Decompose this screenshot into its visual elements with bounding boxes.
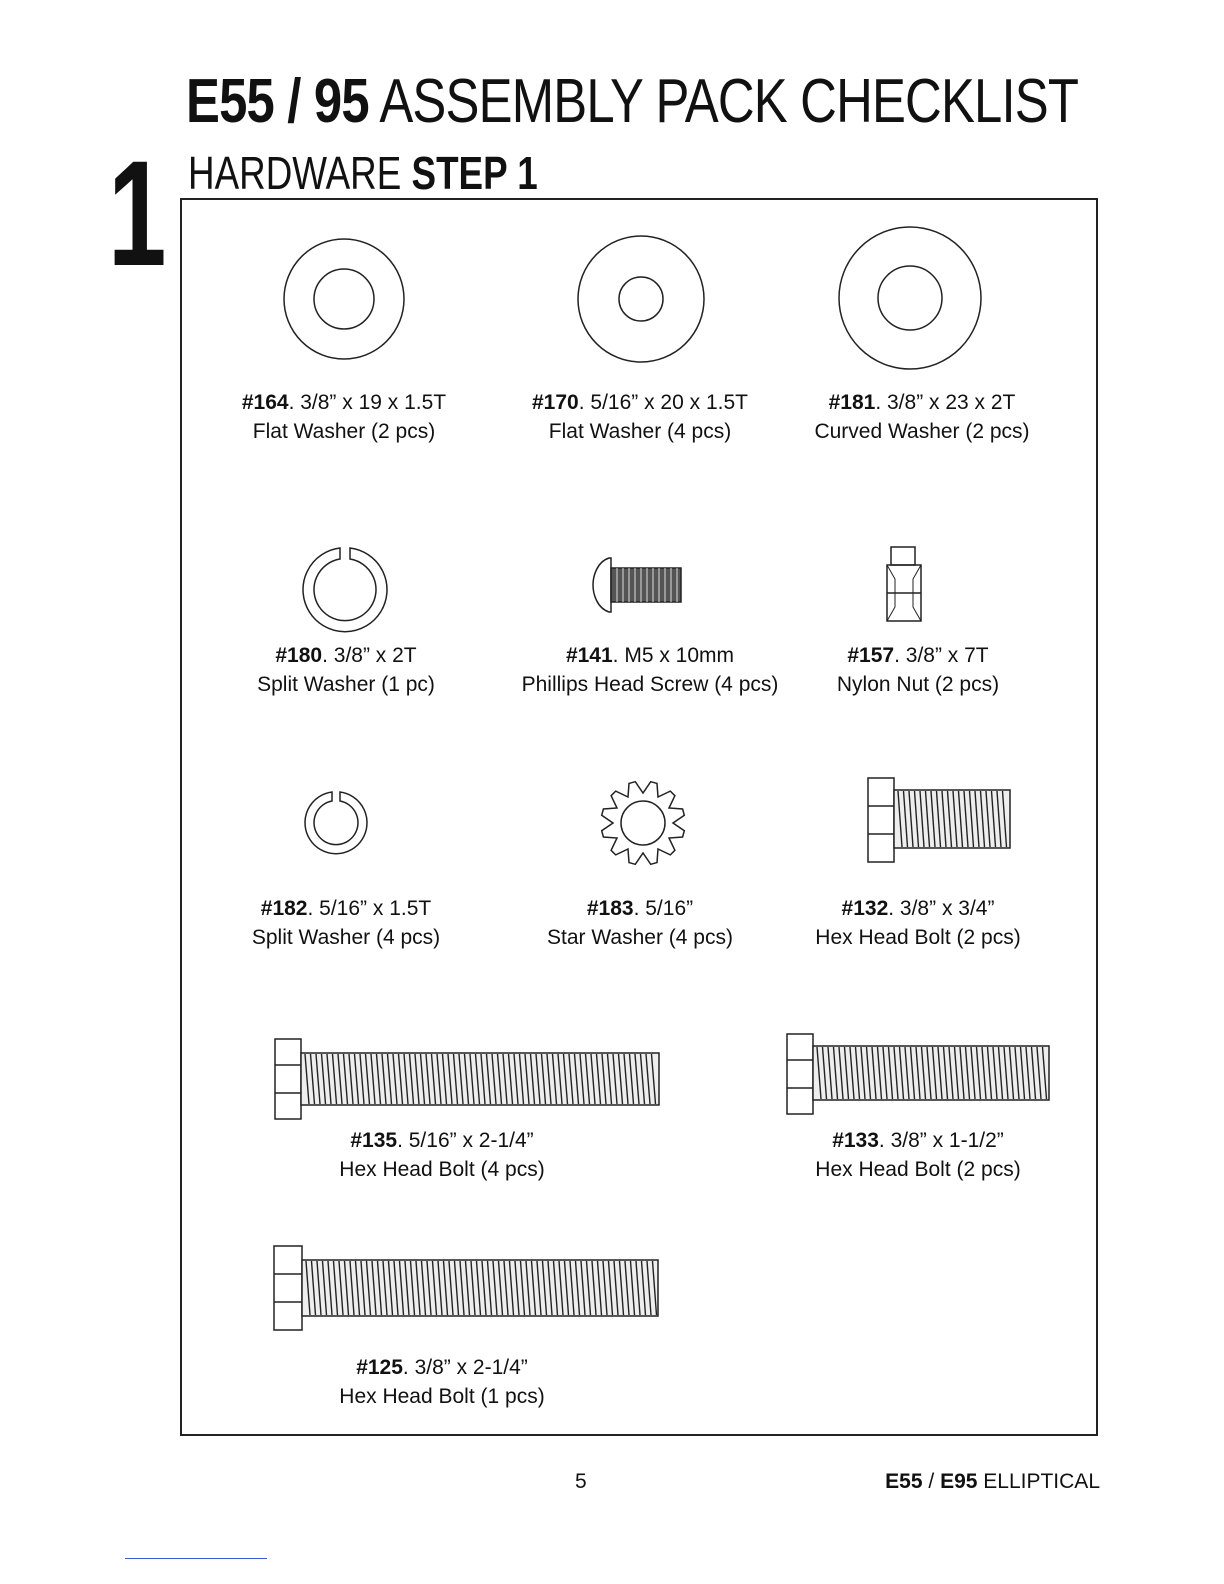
item-caption-141: #141. M5 x 10mm Phillips Head Screw (4 pcs) bbox=[521, 644, 779, 696]
page-number: 5 bbox=[575, 1470, 587, 1493]
star-washer-icon bbox=[598, 778, 688, 868]
hex-bolt-icon bbox=[866, 776, 1014, 864]
page-title: E55 / 95 ASSEMBLY PACK CHECKLIST bbox=[186, 67, 1079, 136]
section-subtitle: HARDWARE STEP 1 bbox=[188, 147, 538, 199]
item-caption-157: #157. 3/8” x 7T Nylon Nut (2 pcs) bbox=[836, 644, 1000, 696]
flat-washer-icon bbox=[577, 235, 705, 363]
hex-bolt-icon bbox=[273, 1037, 663, 1121]
item-caption-133: #133. 3/8” x 1-1/2” Hex Head Bolt (2 pcs) bbox=[815, 1129, 1021, 1181]
item-caption-164: #164. 3/8” x 19 x 1.5T Flat Washer (2 pcs) bbox=[241, 391, 447, 443]
item-caption-132: #132. 3/8” x 3/4” Hex Head Bolt (2 pcs) bbox=[815, 897, 1021, 949]
item-caption-183: #183. 5/16” Star Washer (4 pcs) bbox=[547, 897, 733, 949]
hex-bolt-icon bbox=[272, 1244, 662, 1332]
nylon-nut-icon bbox=[885, 545, 925, 623]
item-caption-135: #135. 5/16” x 2-1/4” Hex Head Bolt (4 pcs) bbox=[339, 1129, 545, 1181]
hex-bolt-icon bbox=[785, 1032, 1053, 1116]
item-caption-182: #182. 5/16” x 1.5T Split Washer (4 pcs) bbox=[251, 897, 441, 949]
item-caption-170: #170. 5/16” x 20 x 1.5T Flat Washer (4 pcs) bbox=[532, 391, 748, 443]
footer-link-underline bbox=[125, 1558, 267, 1559]
curved-washer-icon bbox=[838, 226, 982, 370]
step-number: 1 bbox=[108, 129, 167, 297]
phillips-screw-icon bbox=[593, 556, 685, 614]
split-washer-icon bbox=[300, 545, 388, 633]
item-caption-125: #125. 3/8” x 2-1/4” Hex Head Bolt (1 pcs) bbox=[339, 1356, 545, 1408]
footer-model: E55 / E95 ELLIPTICAL bbox=[885, 1470, 1100, 1493]
item-caption-180: #180. 3/8” x 2T Split Washer (1 pc) bbox=[257, 644, 435, 696]
flat-washer-icon bbox=[283, 238, 405, 360]
split-washer-icon bbox=[302, 790, 368, 856]
item-caption-181: #181. 3/8” x 23 x 2T Curved Washer (2 pcs) bbox=[814, 391, 1030, 443]
